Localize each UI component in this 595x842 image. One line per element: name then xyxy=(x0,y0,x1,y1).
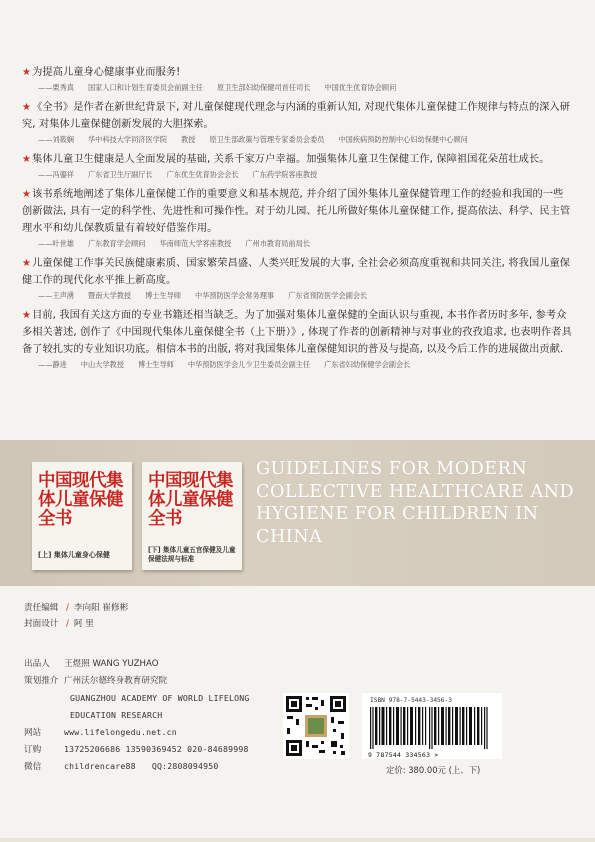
signature-title: 原卫生部政策与管理专家委员会委员 xyxy=(209,135,325,144)
endorsement-signature xyxy=(22,133,572,147)
endorsement-text: 该书系统地阐述了集体儿童保健工作的重要意义和基本规范, 并介绍了国外集体儿童保健管理工作的经验和我国的一些创新做法, 具有一定的科学性、先进性和可操作性。对于幼儿园、托儿所做好集体儿童保健工作, 提高依法、科学、民主管理水平和幼儿保教质量有着较好借鉴作用。 xyxy=(22,189,571,234)
endorsement xyxy=(22,255,572,303)
website-url: www.lifelongedu.net.cn xyxy=(64,727,177,737)
endorsement-text: 目前, 我国有关这方面的专业书籍还相当缺乏。为了加强对集体儿童保健的全面认识与重视, 本书作者历时多年, 参考众多相关著述, 创作了《中国现代集体儿童保健全书（上下册）》, 体现了作者的创新精神与对事业的孜孜追求, 也表明作者具备了较扎实的专业知识功底。相信本书的出版, 将对我国集体儿童保健知识的普及与提高, 以及今后工作的进展做出贡献. xyxy=(22,310,572,355)
signature-name: ——王声湧 xyxy=(38,291,74,300)
endorsement xyxy=(22,151,572,182)
slash-icon: / xyxy=(66,619,69,629)
star-icon: ★ xyxy=(22,102,32,113)
order-row xyxy=(24,741,250,758)
signature-title: 教授 xyxy=(181,135,196,144)
editor-row xyxy=(24,600,128,616)
planner-english-line-2: EDUCATION RESEARCH xyxy=(70,710,163,720)
english-title: GUIDELINES FOR MODERN COLLECTIVE HEALTHCARE AND HYGIENE FOR CHILDREN IN CHINA xyxy=(256,459,575,547)
cover-title: 中国现代集体儿童保健全书 xyxy=(148,471,233,529)
qr-code-graphic xyxy=(283,693,349,759)
publisher-label: 出品人 xyxy=(24,659,50,669)
book-cover-volume-1 xyxy=(32,462,132,570)
signature-name: ——冯鎏祥 xyxy=(38,170,74,179)
endorsement-signature xyxy=(22,81,572,95)
signature-title: 广东教育学会顾问 xyxy=(87,239,146,248)
title-band xyxy=(0,440,595,586)
signature-title: 华南师范大学客座教授 xyxy=(159,239,232,248)
price-label: 定价: 380.00元 (上、下) xyxy=(386,765,481,775)
endorsement-signature xyxy=(22,237,572,251)
planner-name: 广州沃尔德终身教育研究院 xyxy=(64,676,168,686)
website-label: 网站 xyxy=(24,728,42,738)
endorsement-text: 《全书》是作者在新世纪背景下, 对儿童保健现代理念与内涵的重新认知, 对现代集体儿童保健工作规律与特点的深入研究, 对集体儿童保健创新发展的大胆探索。 xyxy=(22,102,571,130)
signature-title: 原卫生部妇幼保健司首任司长 xyxy=(216,83,311,92)
star-icon: ★ xyxy=(22,258,32,269)
wechat-id: childrencare88 xyxy=(64,761,136,771)
signature-title: 国家人口和计划生育委员会前副主任 xyxy=(87,83,203,92)
editor-label: 责任编辑 xyxy=(24,603,59,613)
publisher-name: 王煜照 WANG YUZHAO xyxy=(64,659,159,669)
star-icon: ★ xyxy=(22,310,32,321)
signature-title: 广东省卫生厅副厅长 xyxy=(87,170,153,179)
signature-name: ——栗秀真 xyxy=(38,83,74,92)
planner-english-line-1: GUANGZHOU ACADEMY OF WORLD LIFELONG xyxy=(70,693,250,703)
signature-title: 中华预防医学会儿少卫生委员会副主任 xyxy=(187,360,311,369)
signature-title: 中国优生优育协会顾问 xyxy=(324,83,397,92)
star-icon: ★ xyxy=(22,154,32,165)
publisher-row xyxy=(24,656,250,673)
endorsement-signature xyxy=(22,358,572,372)
signature-title: 广东药学院客座教授 xyxy=(252,170,318,179)
order-label: 订购 xyxy=(24,745,42,755)
endorsement xyxy=(22,307,572,372)
endorsement-signature xyxy=(22,168,572,182)
endorsement xyxy=(22,64,572,95)
cover-subtitle: [下] 集体儿童五官保健及儿童保健法规与标准 xyxy=(148,546,236,563)
qr-code-icon xyxy=(283,693,349,759)
editor-names: 李向阳 崔修彬 xyxy=(73,603,129,613)
endorsement xyxy=(22,99,572,147)
signature-title: 广州市教育局前局长 xyxy=(245,239,311,248)
signature-title: 中山大学教授 xyxy=(80,360,124,369)
cover-title: 中国现代集体儿童保健全书 xyxy=(38,471,123,529)
signature-title: 博士生导师 xyxy=(145,291,182,300)
isbn-barcode-box xyxy=(362,693,502,759)
designer-label: 封面设计 xyxy=(24,619,59,629)
designer-row xyxy=(24,616,128,632)
signature-name: ——刘筱娴 xyxy=(38,135,74,144)
planner-label: 策划推介 xyxy=(24,676,59,686)
production-info xyxy=(24,656,250,775)
wechat-label: 微信 xyxy=(24,762,42,772)
credits xyxy=(24,600,128,632)
endorsement-signature xyxy=(22,289,572,303)
endorsement xyxy=(22,186,572,251)
signature-title: 广东优生优育协会会长 xyxy=(166,170,239,179)
endorsement-list xyxy=(22,64,572,376)
signature-name: ——叶世雄 xyxy=(38,239,74,248)
signature-title: 华中科技大学同济医学院 xyxy=(87,135,168,144)
book-cover-volume-2 xyxy=(142,462,242,570)
endorsement-text: 为提高儿童身心健康事业而服务! xyxy=(32,67,181,78)
signature-title: 博士生导师 xyxy=(137,360,174,369)
endorsement-text: 儿童保健工作事关民族健康素质、国家繁荣昌盛、人类兴旺发展的大事, 全社会必须高度重视和共同关注, 将我国儿童保健工作的现代化水平推上新高度。 xyxy=(22,258,571,286)
signature-title: 中华预防医学会常务理事 xyxy=(195,291,275,300)
website-row xyxy=(24,724,250,741)
slash-icon: / xyxy=(66,603,69,613)
signature-name: ——静进 xyxy=(38,360,67,369)
designer-name: 阿 里 xyxy=(73,619,94,629)
cover-subtitle: [上] 集体儿童身心保健 xyxy=(38,551,110,559)
endorsement-text: 集体儿童卫生健康是人全面发展的基础, 关系千家万户幸福。加强集体儿童卫生保健工作, 保障祖国花朵茁壮成长。 xyxy=(32,154,550,165)
star-icon: ★ xyxy=(22,67,32,78)
planner-row xyxy=(24,673,250,690)
wechat-row xyxy=(24,758,250,775)
signature-title: 广东省妇幼保健学会副会长 xyxy=(324,360,411,369)
isbn-label: ISBN 978-7-5443-3456-3 xyxy=(370,697,452,704)
star-icon: ★ xyxy=(22,189,32,200)
signature-title: 暨南大学教授 xyxy=(87,291,132,300)
order-phones: 13725206686 13590369452 020-84689998 xyxy=(64,744,249,754)
signature-title: 广东省预防医学会副会长 xyxy=(288,291,368,300)
bottom-edge xyxy=(0,838,595,842)
barcode-digits: 9 787544 334563 > xyxy=(368,751,439,759)
qq-number: QQ:2808094950 xyxy=(151,761,219,771)
barcode-icon xyxy=(370,707,494,749)
signature-title: 中国疾病预防控制中心妇幼保健中心顾问 xyxy=(338,135,468,144)
